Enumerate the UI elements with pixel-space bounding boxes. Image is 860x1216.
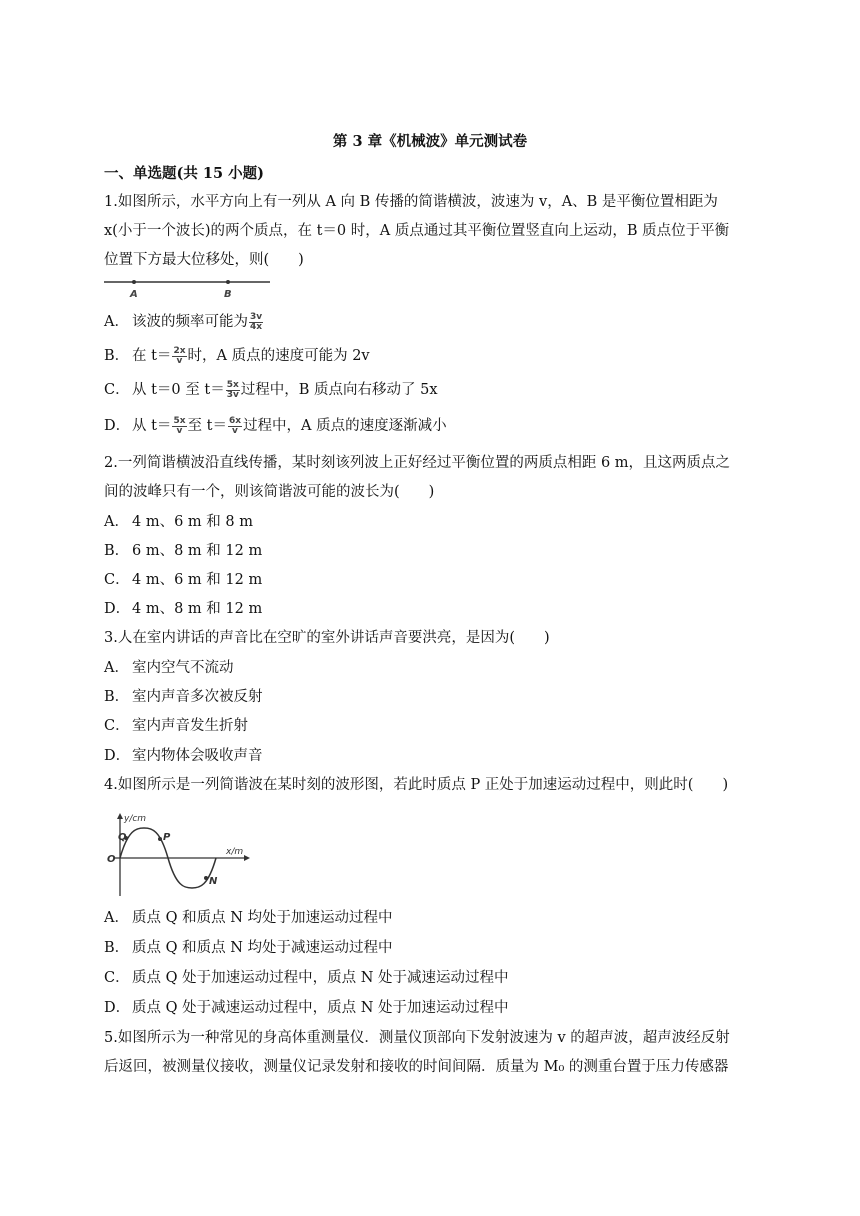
fraction-denominator: v xyxy=(176,355,183,366)
option-label: B． xyxy=(104,543,130,559)
option-text: 质点 Q 和质点 N 均处于加速运动过程中 xyxy=(132,910,393,926)
option-text: 4 m、6 m 和 12 m xyxy=(132,572,263,588)
q1-option-a[interactable] xyxy=(104,310,264,332)
option-text: 过程中，A 质点的速度逐渐减小 xyxy=(243,418,447,434)
option-text: 质点 Q 和质点 N 均处于减速运动过程中 xyxy=(132,940,393,956)
option-label: C． xyxy=(104,572,130,588)
option-text: 4 m、8 m 和 12 m xyxy=(132,601,263,617)
option-text: 质点 Q 处于加速运动过程中，质点 N 处于减速运动过程中 xyxy=(132,970,509,986)
option-label: B． xyxy=(104,348,130,364)
point-n xyxy=(204,876,208,880)
page-title: 第 3 章《机械波》单元测试卷 xyxy=(332,133,528,150)
q2-stem-line-1: 2.一列简谐横波沿直线传播，某时刻该列波上正好经过平衡位置的两质点相距 6 m，且这两质点之 xyxy=(104,455,731,471)
option-label: A． xyxy=(104,514,129,530)
q1-figure xyxy=(104,275,274,301)
q2-option-b[interactable] xyxy=(104,539,262,560)
y-axis-label: y/cm xyxy=(124,814,147,824)
section-heading: 一、单选题(共 15 小题) xyxy=(104,165,264,182)
option-text: 室内空气不流动 xyxy=(132,660,234,676)
q3-option-d[interactable] xyxy=(104,744,263,765)
option-text: 室内声音发生折射 xyxy=(132,718,248,734)
option-label: A． xyxy=(104,314,129,330)
q3-stem-line-1: 3.人在室内讲话的声音比在空旷的室外讲话声音要洪亮，是因为( ) xyxy=(104,630,550,646)
option-text: 从 t＝0 至 t＝ xyxy=(132,382,225,398)
q5-stem-line-2: 后返回，被测量仪接收，测量仪记录发射和接收的时间间隔．质量为 M₀ 的测重台置于压力传感器 xyxy=(104,1059,729,1075)
option-label: C． xyxy=(104,382,130,398)
option-label: C． xyxy=(104,970,130,986)
q4-option-c[interactable] xyxy=(104,966,509,987)
option-label: D． xyxy=(104,748,131,764)
fraction xyxy=(226,381,240,400)
origin-label: O xyxy=(107,854,116,865)
option-label: B． xyxy=(104,940,130,956)
q1-label-a: A xyxy=(130,289,138,300)
option-label: A． xyxy=(104,910,129,926)
q2-option-d[interactable] xyxy=(104,597,262,618)
q4-stem-line-1: 4.如图所示是一列简谐波在某时刻的波形图，若此时质点 P 正处于加速运动过程中，则此时( ) xyxy=(104,777,729,793)
fraction-denominator: 3v xyxy=(226,389,239,400)
option-label: D． xyxy=(104,601,131,617)
q4-option-a[interactable] xyxy=(104,906,393,927)
q2-option-c[interactable] xyxy=(104,568,262,589)
q1-point-b xyxy=(226,280,230,284)
fraction-denominator: v xyxy=(176,425,183,436)
q1-option-d[interactable] xyxy=(104,414,447,436)
q2-stem-line-2: 间的波峰只有一个，则该简谐波可能的波长为( ) xyxy=(104,484,435,500)
fraction-numerator: 6x xyxy=(228,415,242,426)
option-label: D． xyxy=(104,1000,131,1016)
x-axis-label: x/m xyxy=(226,847,244,857)
option-text: 过程中，B 质点向右移动了 5x xyxy=(240,382,438,398)
fraction xyxy=(228,417,242,436)
option-text: 室内声音多次被反射 xyxy=(132,689,263,705)
point-q-label: Q xyxy=(118,832,127,843)
fraction-denominator: v xyxy=(232,425,238,436)
q4-option-d[interactable] xyxy=(104,996,509,1017)
option-text: 从 t＝ xyxy=(132,418,172,434)
point-p xyxy=(158,837,162,841)
option-text: 至 t＝ xyxy=(187,418,227,434)
option-text: 在 t＝ xyxy=(132,348,172,364)
q1-option-b[interactable] xyxy=(104,344,370,366)
option-label: B． xyxy=(104,689,130,705)
option-label: A． xyxy=(104,660,129,676)
option-text: 6 m、8 m 和 12 m xyxy=(132,543,263,559)
option-text: 质点 Q 处于减速运动过程中，质点 N 处于加速运动过程中 xyxy=(132,1000,509,1016)
q1-stem-line-1: 1.如图所示，水平方向上有一列从 A 向 B 传播的简谐横波，波速为 v，A、B 是平衡位置相距为 xyxy=(104,194,718,210)
q3-option-a[interactable] xyxy=(104,656,234,677)
point-p-label: P xyxy=(163,832,171,843)
fraction xyxy=(249,313,263,332)
q1-option-c[interactable] xyxy=(104,378,438,400)
q1-point-a xyxy=(132,280,136,284)
x-axis-arrow xyxy=(244,855,250,861)
q2-option-a[interactable] xyxy=(104,510,253,531)
fraction-numerator: 3v xyxy=(250,311,263,322)
q1-label-b: B xyxy=(224,289,232,300)
q5-stem-line-1: 5.如图所示为一种常见的身高体重测量仪．测量仪顶部向下发射波速为 v 的超声波，超声波经反射 xyxy=(104,1030,730,1046)
y-axis-arrow xyxy=(117,813,123,819)
option-text: 室内物体会吸收声音 xyxy=(132,748,263,764)
q4-option-b[interactable] xyxy=(104,936,393,957)
option-text: 4 m、6 m 和 8 m xyxy=(132,514,253,530)
fraction-numerator: 2x xyxy=(173,345,186,356)
q3-option-b[interactable] xyxy=(104,685,263,706)
fraction-numerator: 5x xyxy=(173,415,186,426)
fraction-numerator: 5x xyxy=(226,379,239,390)
fraction xyxy=(172,347,186,366)
q1-stem-line-3: 位置下方最大位移处，则( ) xyxy=(104,252,304,268)
q1-stem-line-2: x(小于一个波长)的两个质点，在 t＝0 时，A 质点通过其平衡位置竖直向上运动，B 质点位于平衡 xyxy=(104,223,730,239)
option-label: C． xyxy=(104,718,130,734)
q4-wave-figure xyxy=(104,810,254,900)
fraction xyxy=(172,417,186,436)
q3-option-c[interactable] xyxy=(104,714,248,735)
option-label: D． xyxy=(104,418,131,434)
fraction-denominator: 4x xyxy=(250,321,263,332)
option-text: 时，A 质点的速度可能为 2v xyxy=(187,348,370,364)
point-n-label: N xyxy=(209,876,218,887)
option-text: 该波的频率可能为 xyxy=(132,314,248,330)
